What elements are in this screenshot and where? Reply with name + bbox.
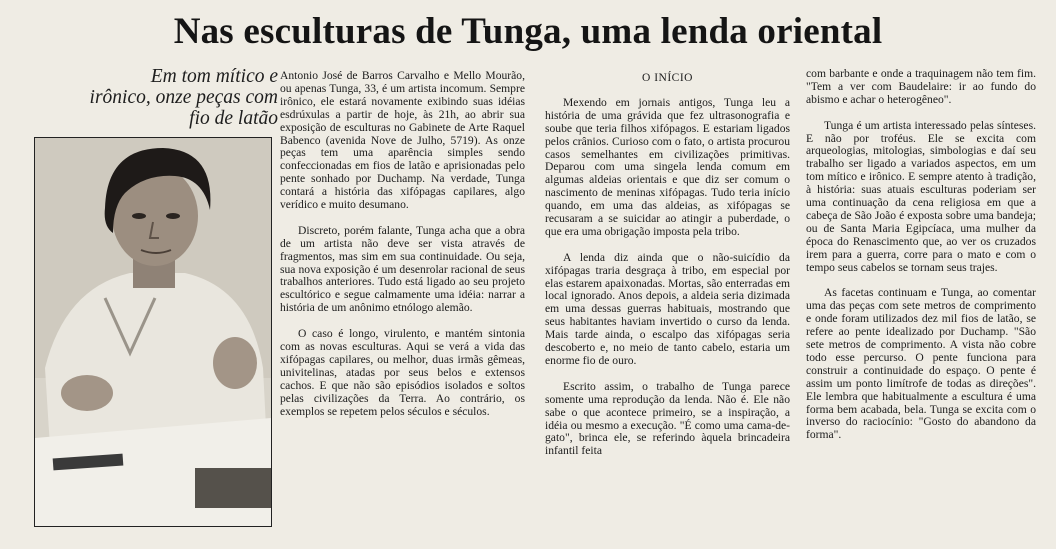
section-subhead: O INÍCIO	[642, 72, 693, 84]
paragraph: Escrito assim, o trabalho de Tunga parece somente uma reprodução da lenda. Não é. Ele não sabe o que acontece primeiro, se a inspiração, a idéia ou mesmo a execução. "É como uma cama-de-gato", brinca ele, se referindo àquela brincadeira infantil feita	[545, 379, 790, 458]
paragraph: As facetas continuam e Tunga, ao comentar uma das peças com sete metros de comprimento e onde foram utilizados dez mil fios de latão, se refere ao pente idealizado por Duchamp. "São sete metros de comprimento. A vista não cobre todo esse percurso. O pente funciona para construir a continuidade do espaço. O pente é assim um ponto limítrofe de todas as direções". Ele lembra que habitualmente a escultura é uma forma bem acabada, bela. Tunga se excita com o inverso do raciocínio: "Gosto do abandono da forma".	[806, 286, 1036, 442]
paragraph: O caso é longo, virulento, e mantém sintonia com as novas esculturas. Aqui se verá a vida das xifópagas capilares, ou melhor, duas irmãs gêmeas, univitelinas, atadas por seus belos e extensos cachos. E que não são episódios isolados e soltos pelas civilizações da Terra. Ao contrário, os exemplos se repetem pelos séculos e séculos.	[280, 327, 525, 418]
paragraph: Tunga é um artista interessado pelas sínteses. E não por troféus. Ele se excita com arqueologias, mitologias, simbologias e daí seu trabalho ser ligado a variados aspectos, em um tom mítico e irônico. E sempre atento à tradição, à história: suas atuais esculturas poderiam ser uma continuação da cena religiosa em que a cabeça de São João é exposta sobre uma bandeja; ou de Santa Maria Egipcíaca, uma mulher da época do Renascimento que, ao ver os cruzados irem para a guerra, corre para o mato e com o tempo seus cabelos se tornam seus trajes.	[806, 118, 1036, 274]
article-column-1	[280, 70, 525, 431]
paragraph: Antonio José de Barros Carvalho e Mello Mourão, ou apenas Tunga, 33, é um artista incomum. Sempre irônico, ele estará novamente exibindo suas idéias esdrúxulas a partir de hoje, às 21h, ao abrir sua exposição de esculturas no Gabinete de Arte Raquel Babenco (avenida Nove de Julho, 5719). As onze peças tem uma aparência simples sendo confeccionadas em fios de latão e aprisionadas pelo pente sonhado por Duchamp. Na verdade, Tunga contará a história das xifópagas capilares, algo verídico e muito desumano.	[280, 69, 525, 212]
portrait-illustration	[35, 138, 271, 526]
portrait-photo	[34, 137, 272, 527]
headline: Nas esculturas de Tunga, uma lenda oriental	[173, 11, 883, 52]
paragraph: Mexendo em jornais antigos, Tunga leu a história de uma grávida que fez ultrasonografia e soube que teria filhos xifópagos. E estariam ligados pelos crânios. Curioso com o fato, o artista procurou casos semelhantes em civilizações primitivas. Deparou com uma singela lenda comum em algumas aldeias orientais e que diz ser comum o nascimento de meninas xifópagas. Tudo teria início quando, em uma das aldeias, as xifópagas se recusaram a se suicidar ao atingir a puberdade, o que era uma obrigação imposta pela tribo.	[545, 95, 790, 238]
paragraph: com barbante e onde a traquinagem não tem fim. "Tem a ver com Baudelaire: ir ao fundo do abismo e achar o heterogêneo".	[806, 67, 1036, 106]
paragraph: A lenda diz ainda que o não-suicídio da xifópagas traria desgraça à tribo, em especial por elas estarem apaixonadas. Mortas, são enterradas em local ignorado. Anos depois, a aldeia seria dizimada em uma dessas guerras habituais, mostrando que seus habitantes haviam invertido o curso da lenda. Mais tarde ainda, o escalpo das xifópagas seria descoberto e, no meio de tanto cabelo, estaria um enorme fio de ouro.	[545, 250, 790, 368]
article-column-2	[545, 72, 790, 471]
article-column-3	[806, 68, 1036, 455]
kicker-subtitle: Em tom mítico e irônico, onze peças com fio de latão	[89, 66, 278, 129]
paragraph: Discreto, porém falante, Tunga acha que a obra de um artista não deve ser vista através de fragmentos, mas sim em sua continuidade. Ou seja, sua nova exposição é um desenrolar racional de seus trabalhos anteriores. Tudo está ligado ao seu projeto escultórico e segue calmamente uma idéia: narrar a história de um anônimo etnólogo alemão.	[280, 223, 525, 315]
